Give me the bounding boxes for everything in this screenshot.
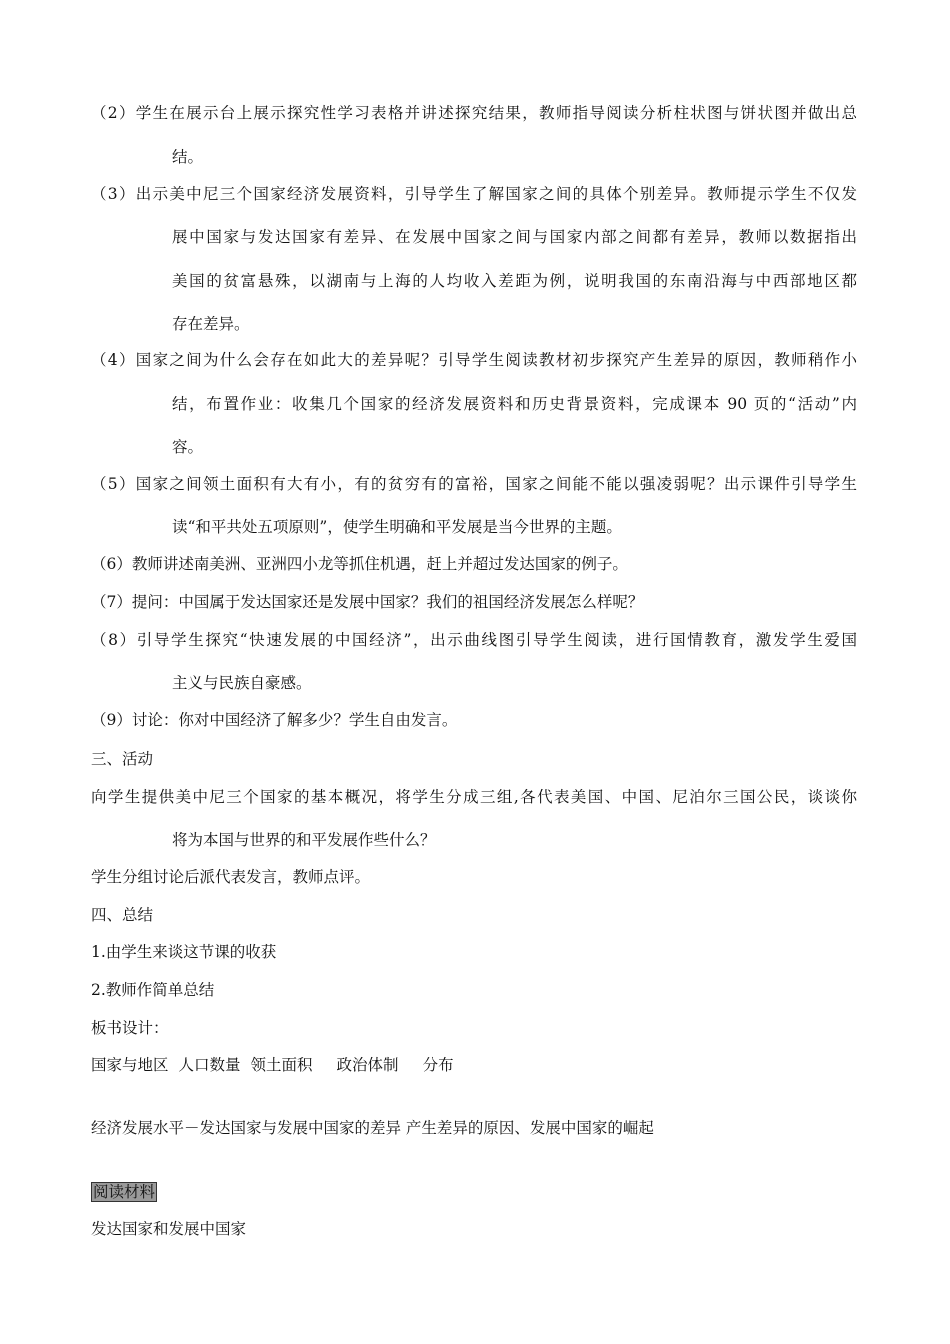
item-3-line-1: （3）出示美中尼三个国家经济发展资料，引导学生了解国家之间的具体个别差异。教师提示学生不仅发 <box>91 185 857 203</box>
reading-material-label: 阅读材料 <box>93 1183 156 1201</box>
board-cell: 领土面积 <box>250 1056 313 1074</box>
item-5-line-2: 读“和平共处五项原则”，使学生明确和平发展是当今世界的主题。 <box>172 518 622 536</box>
item-3-line-4: 存在差异。 <box>172 315 250 333</box>
board-cell: 政治体制 <box>336 1056 399 1074</box>
section-3-heading: 三、活动 <box>91 750 154 768</box>
item-6-line-1: （6）教师讲述南美洲、亚洲四小龙等抓住机遇，赶上并超过发达国家的例子。 <box>91 555 628 573</box>
board-cell: 人口数量 <box>178 1056 241 1074</box>
section-3-paragraph-1-line-2: 将为本国与世界的和平发展作些什么？ <box>172 831 436 849</box>
item-3-line-3: 美国的贫富悬殊，以湖南与上海的人均收入差距为例，说明我国的东南沿海与中西部地区都 <box>172 272 857 290</box>
item-2-line-2: 结。 <box>172 148 204 166</box>
board-row-1 <box>91 1055 454 1075</box>
board-row-2: 经济发展水平－发达国家与发展中国家的差异 产生差异的原因、发展中国家的崛起 <box>91 1119 654 1137</box>
summary-item-2: 2.教师作简单总结 <box>91 981 215 999</box>
reading-material-label-wrap <box>91 1182 157 1202</box>
summary-item-1: 1.由学生来谈这节课的收获 <box>91 943 277 961</box>
item-4-line-1: （4）国家之间为什么会存在如此大的差异呢？引导学生阅读教材初步探究产生差异的原因，教师稍作小 <box>91 351 857 369</box>
item-4-line-3: 容。 <box>172 438 204 456</box>
reading-material-title: 发达国家和发展中国家 <box>91 1220 247 1238</box>
section-3-paragraph-2: 学生分组讨论后派代表发言，教师点评。 <box>91 868 371 886</box>
item-5-line-1: （5）国家之间领土面积有大有小，有的贫穷有的富裕，国家之间能不能以强凌弱呢？出示课件引导学生 <box>91 475 857 493</box>
item-4-line-2: 结，布置作业：收集几个国家的经济发展资料和历史背景资料，完成课本 90 页的“活动”内 <box>172 395 857 413</box>
section-3-paragraph-1-line-1: 向学生提供美中尼三个国家的基本概况，将学生分成三组,各代表美国、中国、尼泊尔三国公民，谈谈你 <box>91 788 857 806</box>
board-design-label: 板书设计： <box>91 1019 169 1037</box>
item-9-line-1: （9）讨论：你对中国经济了解多少？学生自由发言。 <box>91 711 458 729</box>
board-cell: 国家与地区 <box>91 1056 169 1074</box>
item-3-line-2: 展中国家与发达国家有差异、在发展中国家之间与国家内部之间都有差异，教师以数据指出 <box>172 228 857 246</box>
board-cell: 分布 <box>422 1056 454 1074</box>
item-8-line-1: （8）引导学生探究“快速发展的中国经济”，出示曲线图引导学生阅读，进行国情教育，激发学生爱国 <box>91 631 857 649</box>
item-7-line-1: （7）提问：中国属于发达国家还是发展中国家？我们的祖国经济发展怎么样呢？ <box>91 593 644 611</box>
item-2-line-1: （2）学生在展示台上展示探究性学习表格并讲述探究结果，教师指导阅读分析柱状图与饼状图并做出总 <box>91 104 857 122</box>
section-4-heading: 四、总结 <box>91 906 154 924</box>
item-8-line-2: 主义与民族自豪感。 <box>172 674 312 692</box>
